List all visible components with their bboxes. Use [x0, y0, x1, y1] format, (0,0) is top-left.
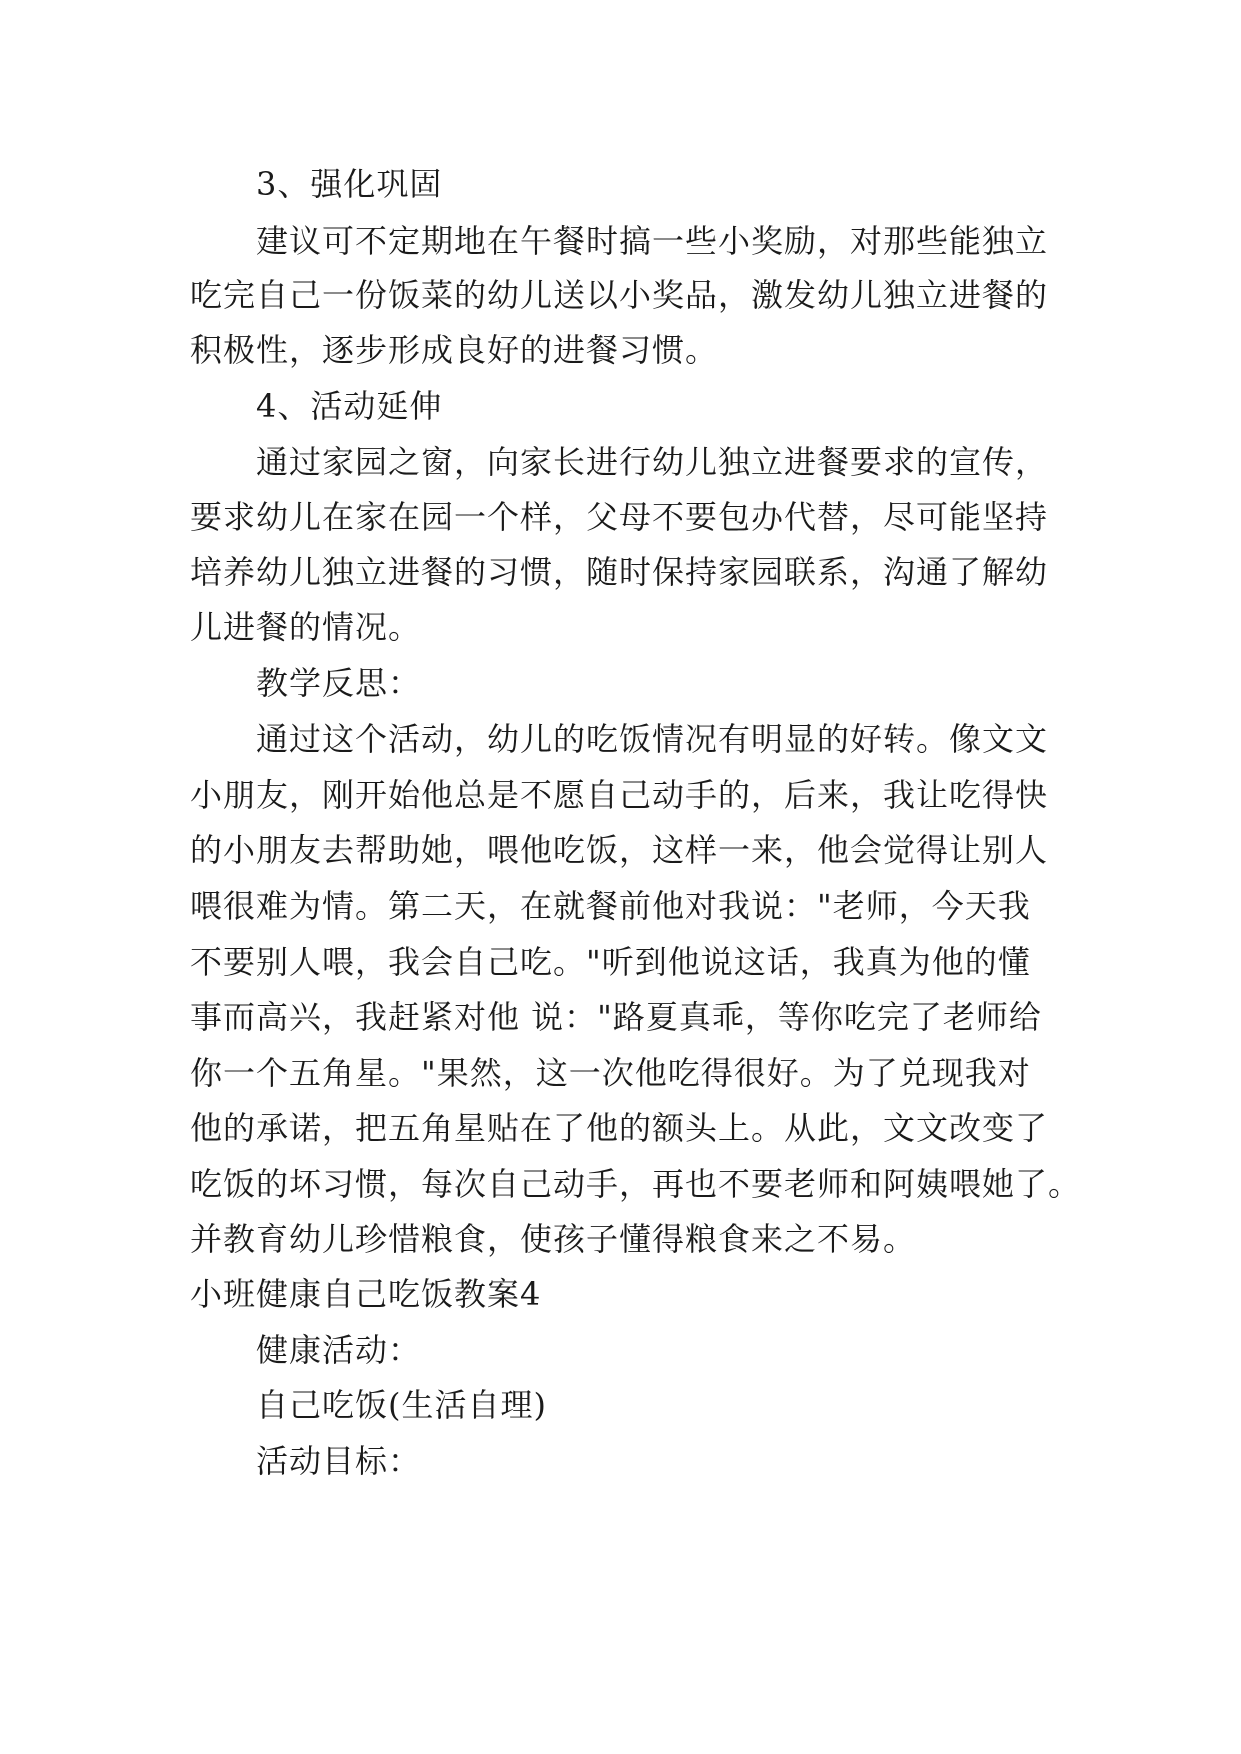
paragraph-line: 培养幼儿独立进餐的习惯，随时保持家园联系，沟通了解幼	[190, 553, 1049, 591]
paragraph-line: 通过这个活动，幼儿的吃饭情况有明显的好转。像文文	[256, 720, 1049, 758]
paragraph-line: 并教育幼儿珍惜粮食，使孩子懂得粮食来之不易。	[190, 1220, 917, 1258]
paragraph-line: 不要别人喂，我会自己吃。"听到他说这话，我真为他的懂	[190, 943, 1031, 981]
paragraph-line: 儿进餐的情况。	[190, 608, 422, 646]
paragraph-line: 的小朋友去帮助她，喂他吃饭，这样一来，他会觉得让别人	[190, 831, 1049, 869]
section-heading: 4、活动延伸	[256, 387, 443, 425]
section-heading: 健康活动：	[256, 1331, 422, 1369]
paragraph-line: 小朋友，刚开始他总是不愿自己动手的，后来，我让吃得快	[190, 776, 1049, 814]
paragraph-line: 通过家园之窗，向家长进行幼儿独立进餐要求的宣传，	[256, 443, 1049, 481]
paragraph-line: 自己吃饭(生活自理)	[256, 1386, 547, 1424]
paragraph-line: 喂很难为情。第二天，在就餐前他对我说："老师，今天我	[190, 887, 1031, 925]
paragraph-line: 你一个五角星。"果然，这一次他吃得很好。为了兑现我对	[190, 1054, 1031, 1092]
paragraph-line: 要求幼儿在家在园一个样，父母不要包办代替，尽可能坚持	[190, 498, 1049, 536]
section-heading: 教学反思：	[256, 664, 422, 702]
section-heading: 活动目标：	[256, 1442, 422, 1480]
document-title: 小班健康自己吃饭教案4	[190, 1275, 542, 1313]
paragraph-line: 事而高兴，我赶紧对他 说："路夏真乖，等你吃完了老师给	[190, 998, 1042, 1036]
paragraph-line: 吃饭的坏习惯，每次自己动手，再也不要老师和阿姨喂她了。	[190, 1165, 1082, 1203]
paragraph-line: 吃完自己一份饭菜的幼儿送以小奖品，激发幼儿独立进餐的	[190, 276, 1049, 314]
paragraph-line: 积极性，逐步形成良好的进餐习惯。	[190, 331, 719, 369]
paragraph-line: 他的承诺，把五角星贴在了他的额头上。从此，文文改变了	[190, 1109, 1049, 1147]
paragraph-line: 建议可不定期地在午餐时搞一些小奖励，对那些能独立	[256, 222, 1049, 260]
section-heading: 3、强化巩固	[256, 165, 443, 203]
